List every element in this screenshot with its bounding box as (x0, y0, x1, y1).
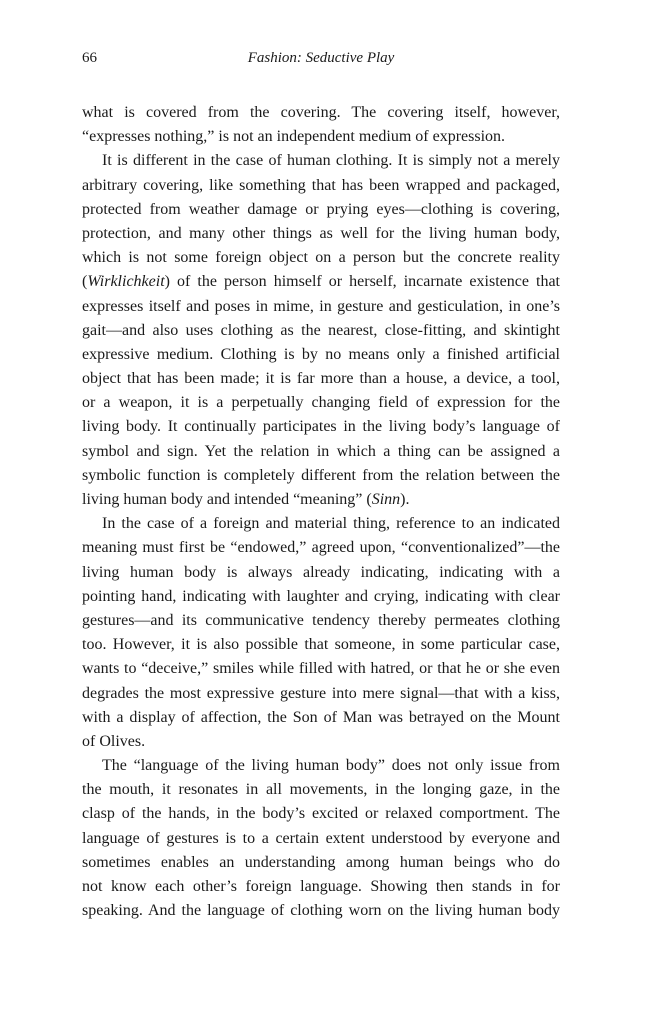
text-line: gestures—and its communicative tendency thereby permeates clothing (82, 611, 560, 629)
text-line: pointing hand, indicating with laughter and crying, indicating with clear (82, 587, 560, 605)
text-line: wants to “deceive,” smiles while filled with hatred, or that he or she even (82, 660, 560, 678)
text-line: of Olives. (82, 732, 146, 750)
text-segment: ) of the person himself or herself, incarnate existence that (164, 273, 560, 291)
text-line: sometimes enables an understanding among human beings who do (82, 853, 560, 871)
text-line: symbolic function is completely different from the relation between the (82, 466, 560, 484)
running-title: Fashion: Seductive Play (247, 50, 395, 66)
text-line: too. However, it is also possible that someone, in some particular case, (82, 636, 560, 654)
text-line: not know each other’s foreign language. Showing then stands in for (82, 878, 560, 895)
body-text (82, 101, 560, 923)
text-line: expresses itself and poses in mime, in gesture and gesticulation, in one’s (82, 297, 560, 315)
italic-term: Wirklichkeit (87, 273, 165, 291)
text-line: symbol and sign. Yet the relation in which a thing can be assigned a (82, 442, 560, 460)
text-line: which is not some foreign object on a person but the concrete reality (82, 249, 560, 267)
text-line: “expresses nothing,” is not an independent medium of expression. (82, 128, 506, 146)
text-line: clasp of the hands, in the body’s excited or relaxed comportment. The (82, 805, 560, 823)
text-line: It is different in the case of human clothing. It is simply not a merely (102, 152, 560, 170)
text-line (82, 488, 560, 512)
page-number: 66 (82, 50, 97, 66)
text-line (82, 270, 560, 294)
text-line: language of gestures is to a certain extent understood by everyone and (82, 829, 560, 847)
text-line: the mouth, it resonates in all movements, in the longing gaze, in the (82, 781, 560, 799)
text-line: protected from weather damage or prying eyes—clothing is covering, (82, 200, 560, 218)
text-line: gait—and also uses clothing as the nearest, close-fitting, and skintight (82, 321, 560, 339)
text-segment: living human body and intended “meaning” ( (82, 491, 372, 508)
text-line: with a display of affection, the Son of Man was betrayed on the Mount (82, 708, 560, 726)
text-segment: ). (400, 491, 410, 508)
text-line: meaning must first be “endowed,” agreed upon, “conventionalized”—the (82, 539, 560, 557)
text-line: arbitrary covering, like something that has been wrapped and packaged, (82, 176, 560, 194)
text-line: protection, and many other things as well for the living human body, (82, 224, 560, 242)
text-line: expressive medium. Clothing is by no means only a finished artificial (82, 345, 560, 363)
italic-term: Sinn (371, 491, 401, 508)
text-line: speaking. And the language of clothing worn on the living human body (82, 902, 560, 920)
text-line: living human body is always already indicating, indicating with a (82, 563, 560, 581)
text-segment: ( (82, 273, 88, 291)
text-line: or a weapon, it is a perpetually changing field of expression for the (82, 394, 560, 412)
text-line: degrades the most expressive gesture into mere signal—that with a kiss, (82, 684, 560, 702)
text-line: object that has been made; it is far more than a house, a device, a tool, (82, 370, 560, 388)
text-line: In the case of a foreign and material thing, reference to an indicated (102, 515, 560, 533)
text-line: what is covered from the covering. The covering itself, however, (82, 104, 560, 121)
text-line: living body. It continually participates in the living body’s language of (82, 418, 560, 436)
text-line: The “language of the living human body” does not only issue from (102, 757, 560, 775)
running-head (82, 50, 560, 74)
